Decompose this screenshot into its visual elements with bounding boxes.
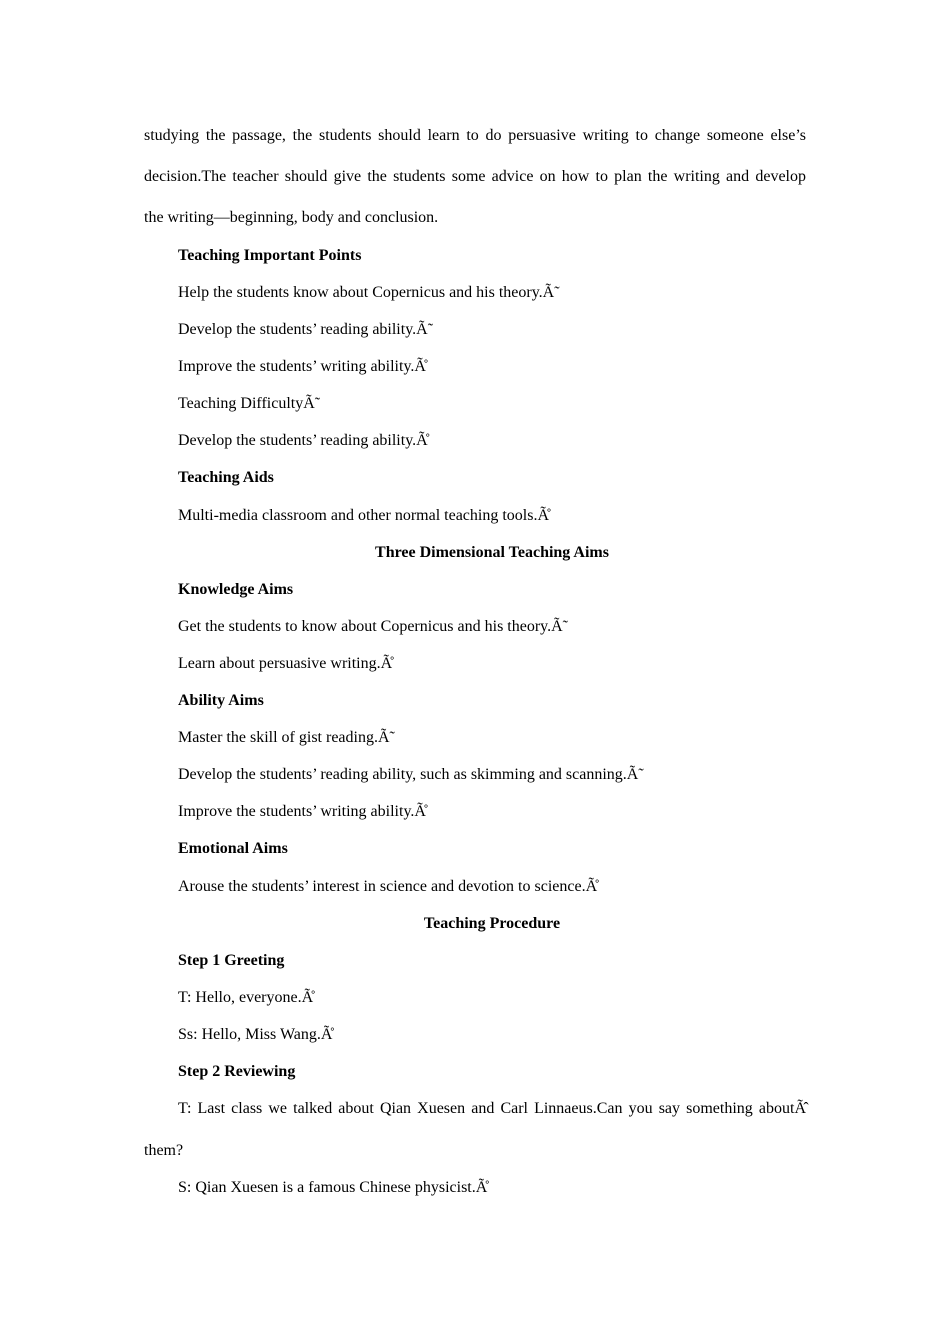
section-heading: Knowledge Aims (178, 581, 294, 598)
list-item: Get the students to know about Copernicus and his theory.Ã̃ (178, 618, 563, 635)
dialogue-line: T: Hello, everyone.Ã̊ (178, 989, 314, 1006)
dialogue-line: Ss: Hello, Miss Wang.Ã̊ (178, 1026, 333, 1043)
list-item: Arouse the students’ interest in science and devotion to science.Ã̊ (178, 878, 598, 895)
paragraph-line: decision.The teacher should give the students some advice on how to plan the writing and develop (144, 168, 806, 185)
list-item: Teaching DifficultyÃ̃ (178, 395, 315, 412)
section-heading: Ability Aims (178, 692, 264, 709)
dialogue-line-continuation: them? (144, 1142, 184, 1159)
list-item: Improve the students’ writing ability.Ã̊ (178, 358, 426, 375)
centered-heading: Three Dimensional Teaching Aims (375, 544, 609, 561)
paragraph-line: the writing—beginning, body and conclusion. (144, 209, 439, 226)
section-heading: Teaching Important Points (178, 247, 362, 264)
dialogue-line: S: Qian Xuesen is a famous Chinese physicist.Ã̊ (178, 1179, 488, 1196)
list-item: Learn about persuasive writing.Ã̊ (178, 655, 393, 672)
section-heading: Emotional Aims (178, 840, 288, 857)
section-heading: Step 2 Reviewing (178, 1063, 296, 1080)
paragraph-line: studying the passage, the students should learn to do persuasive writing to change someone else’s (144, 127, 806, 144)
list-item: Help the students know about Copernicus and his theory.Ã̃ (178, 284, 555, 301)
list-item: Improve the students’ writing ability.Ã̊ (178, 803, 426, 820)
list-item: Develop the students’ reading ability, such as skimming and scanning.Ã̃ (178, 766, 639, 783)
section-heading: Teaching Aids (178, 469, 274, 486)
list-item: Master the skill of gist reading.Ã̃ (178, 729, 390, 746)
list-item: Multi-media classroom and other normal teaching tools.Ã̊ (178, 507, 550, 524)
section-heading: Step 1 Greeting (178, 952, 285, 969)
centered-heading: Teaching Procedure (423, 915, 561, 932)
list-item: Develop the students’ reading ability.Ã̊ (178, 432, 428, 449)
dialogue-line: T: Last class we talked about Qian Xuesen and Carl Linnaeus.Can you say something aboutÃ̂ (178, 1100, 806, 1117)
list-item: Develop the students’ reading ability.Ã̃ (178, 321, 428, 338)
